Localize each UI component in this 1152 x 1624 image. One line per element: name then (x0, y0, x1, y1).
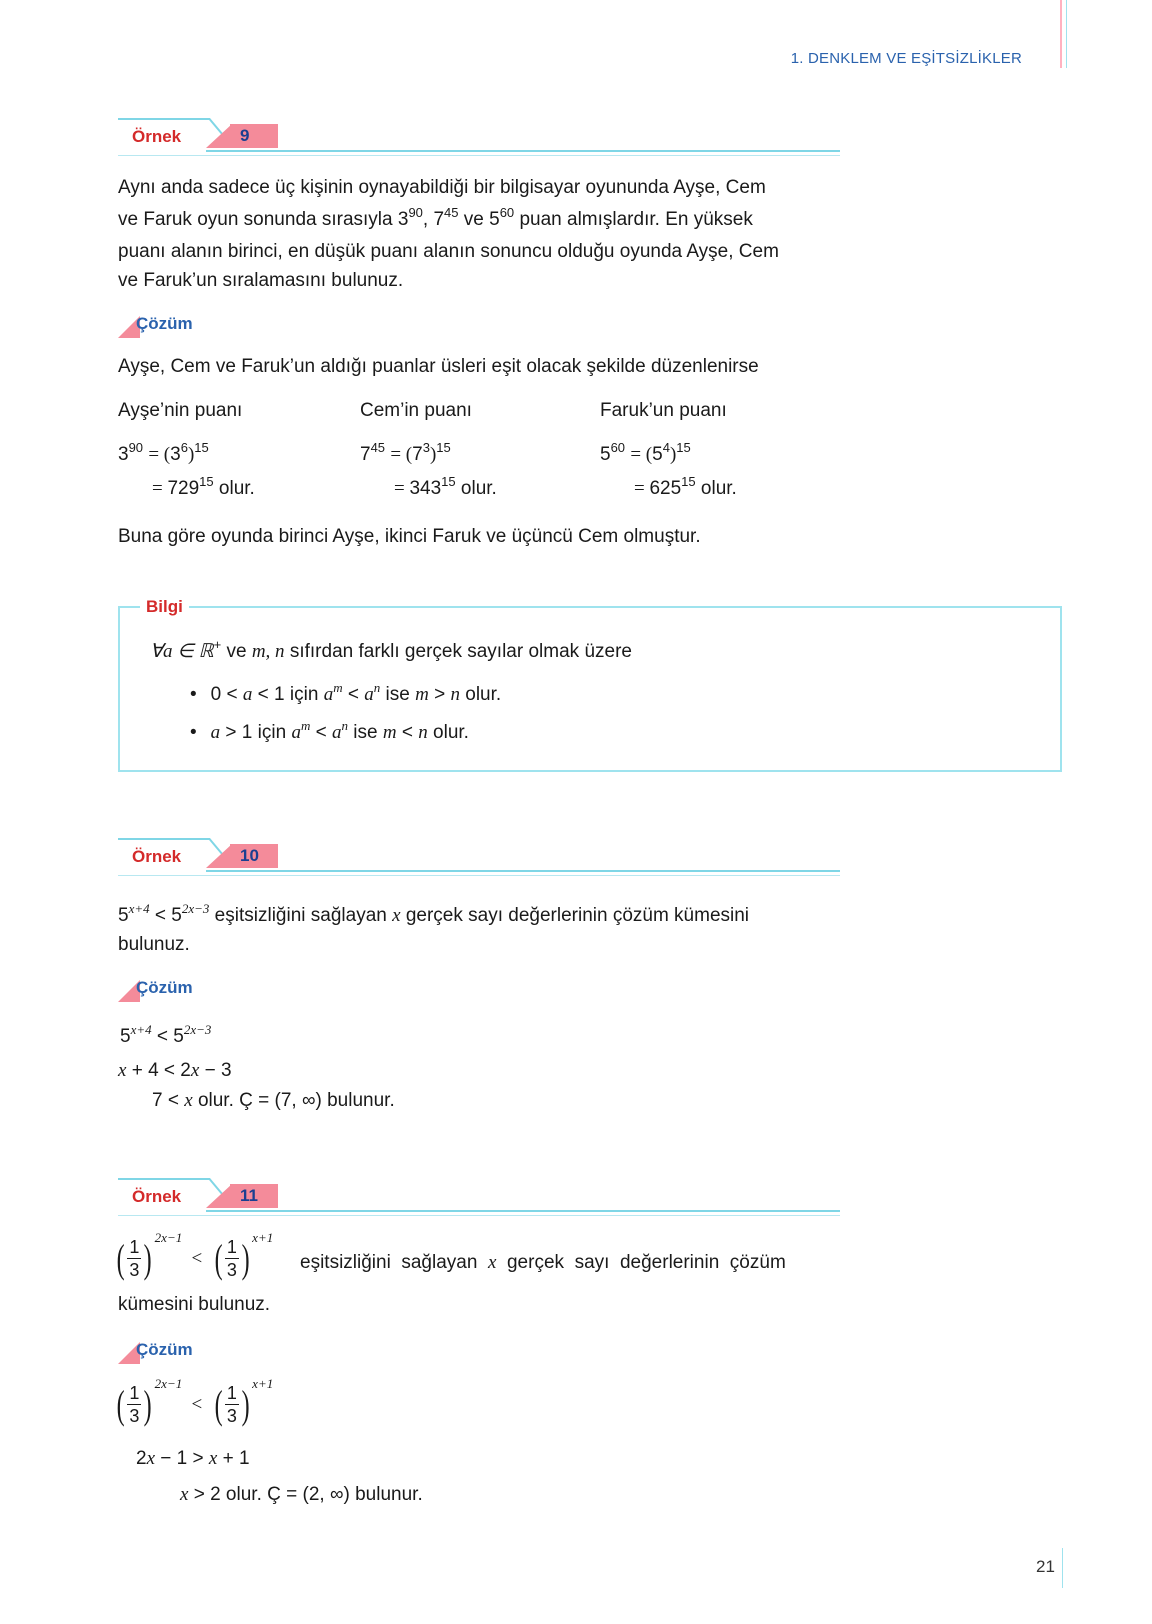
page-number: 21 (1036, 1557, 1055, 1576)
header-rule (118, 118, 210, 120)
power-result: = $343^{15}$ olur. (394, 474, 497, 499)
power-equation: $3^{90} = (3^6)^{15}$ (118, 440, 209, 465)
solution-step: 2x − 1 > x + 1 (136, 1448, 250, 1469)
tab-shape (206, 844, 232, 868)
question-line: Aynı anda sadece üç kişinin oynayabildiği bir bilgisayar oyununda Ayşe, Cem (118, 177, 766, 198)
column-heading: Faruk’un puanı (600, 400, 727, 421)
info-line: ∀a ∈ ℝ+ ve m, n sıfırdan farklı gerçek sayılar olmak üzere (150, 637, 632, 662)
question-line: $5^{x+4} < 5^{2x-3}$ eşitsizliğini sağlayan x gerçek sayı değerlerinin çözüm kümesini (118, 901, 750, 926)
power-equation: $5^{60} = (5^4)^{15}$ (600, 440, 691, 465)
solution-label: Çözüm (136, 978, 193, 997)
example-11-header (118, 1178, 840, 1212)
question-line: ve Faruk oyun sonunda sırasıyla $3^{90}$, $7^{45}$ ve $5^{60}$ puan almışlardır. En yüksek (118, 205, 753, 230)
tab-shape (206, 1184, 232, 1208)
fraction: $\frac{1}{3}$ (129, 1237, 140, 1281)
header-rule (118, 1178, 210, 1180)
example-9-header (118, 118, 840, 152)
header-rule (206, 1210, 840, 1212)
conclusion: Buna göre oyunda birinci Ayşe, ikinci Faruk ve üçüncü Cem olmuştur. (118, 526, 701, 547)
page-edge-line (1062, 1548, 1063, 1588)
header-rule (206, 870, 840, 872)
fraction: $\frac{1}{3}$ (129, 1383, 140, 1427)
solution-label: Çözüm (136, 1340, 193, 1359)
question-line: ve Faruk’un sıralamasını bulunuz. (118, 270, 404, 291)
power-result: = $625^{15}$ olur. (634, 474, 737, 499)
example-label: Örnek (132, 847, 182, 866)
solution-step: ( $\frac{1}{3}$ ) $^{2x-1}$ < ( $\frac{1}{3}$ ) $^{x+1}$ (116, 1376, 274, 1427)
example-number: 10 (230, 844, 278, 868)
question-inequality: ( $\frac{1}{3}$ ) $^{2x-1}$ < ( $\frac{1}{3}$ ) $^{x+1}$ (116, 1230, 274, 1281)
solution-step: $5^{x+4} < 5^{2x-3}$ (120, 1022, 212, 1047)
example-number: 9 (230, 124, 278, 148)
example-label: Örnek (132, 1187, 182, 1206)
question-line: puanı alanın birinci, en düşük puanı alanın sonuncu olduğu oyunda Ayşe, Cem (118, 241, 779, 262)
header-rule (206, 150, 840, 152)
solution-step: x > 2 olur. Ç = (2, ∞) bulunur. (180, 1484, 423, 1505)
fraction: $\frac{1}{3}$ (226, 1383, 237, 1427)
example-10-question (118, 900, 840, 958)
header-rule (118, 1215, 840, 1216)
solution-step: 7 < x olur. Ç = (7, ∞) bulunur. (152, 1090, 395, 1111)
example-10-header (118, 838, 840, 872)
example-label: Örnek (132, 127, 182, 146)
question-text: kümesini bulunuz. (118, 1294, 271, 1315)
solution-label: Çözüm (136, 314, 193, 333)
solution-intro: Ayşe, Cem ve Faruk’un aldığı puanlar üsleri eşit olacak şekilde düzenlenirse (118, 356, 759, 377)
header-rule (118, 875, 840, 876)
power-equation: $7^{45} = (7^3)^{15}$ (360, 440, 451, 465)
fraction: $\frac{1}{3}$ (226, 1237, 237, 1281)
column-heading: Cem’in puanı (360, 400, 472, 421)
info-label: Bilgi (140, 597, 189, 617)
page-edge-line (1060, 0, 1062, 68)
header-rule (118, 155, 840, 156)
power-result: = $729^{15}$ olur. (152, 474, 255, 499)
tab-shape (206, 124, 232, 148)
column-heading: Ayşe’nin puanı (118, 400, 243, 421)
example-9-question (118, 172, 840, 294)
info-bullet: • 0 < a < 1 için $a^m < a^n$ ise m > n olur. (190, 680, 502, 705)
question-line: bulunuz. (118, 934, 190, 955)
info-bullet: • a > 1 için $a^m < a^n$ ise m < n olur. (190, 718, 469, 743)
chapter-title: 1. DENKLEM VE EŞİTSİZLİKLER (790, 50, 1022, 67)
page-edge-line (1066, 0, 1067, 68)
question-text: eşitsizliğini sağlayan x gerçek sayı değerlerinin çözüm (300, 1252, 786, 1273)
example-number: 11 (230, 1184, 278, 1208)
solution-step: x + 4 < 2x − 3 (118, 1060, 232, 1081)
header-rule (118, 838, 210, 840)
